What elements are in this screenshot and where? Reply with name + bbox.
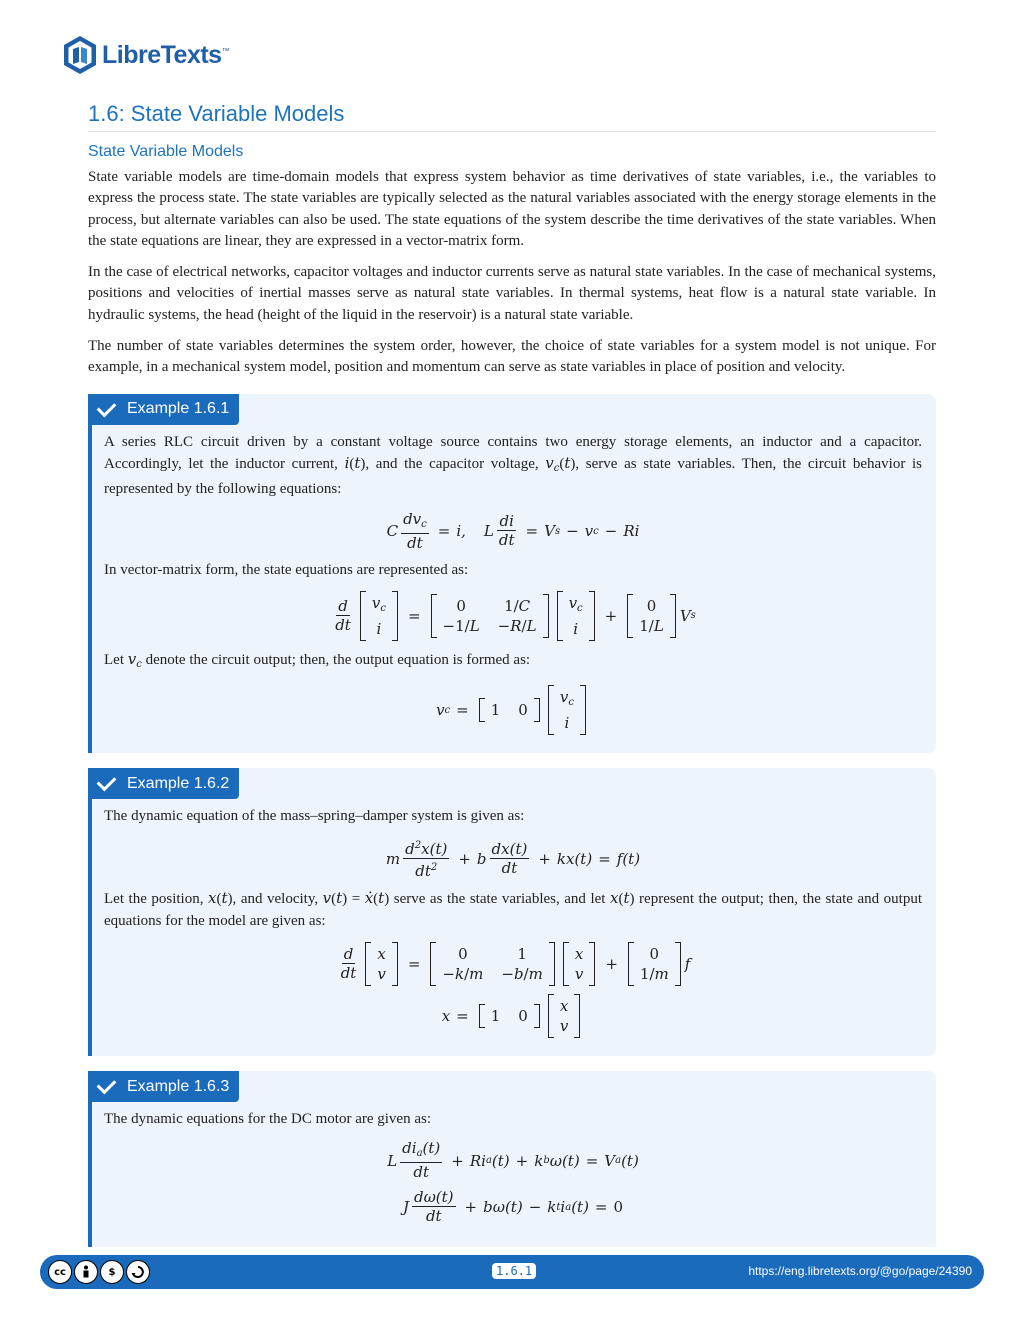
paragraph-3: The number of state variables determines the system order, however, the choice of state variables for a system model is not unique. For example, in a mechanical system model, position and momentum can serve as state variables in place of position and velocity. bbox=[88, 338, 936, 376]
equation-output-1: v c = 1 0 $v_c$ i bbox=[104, 685, 922, 735]
cc-icon: cc bbox=[48, 1260, 72, 1284]
logo-text: LibreTexts™ bbox=[102, 40, 230, 69]
example-2-intro: The dynamic equation of the mass–spring–damper system is given as: bbox=[104, 808, 525, 825]
by-icon bbox=[74, 1260, 98, 1284]
paragraph-1: State variable models are time-domain models that express system behavior as time derivatives of state variables, i.e., the variables to express the process state. The state variables are typically selected as the natural variables associated with the energy storage elements in the process, but alternate variables can also be used. The state equations of the system describe the time derivatives of the state variables. When the state equations are linear, they are expressed in a vector-matrix form. bbox=[88, 169, 936, 249]
nc-icon: $ bbox=[100, 1260, 124, 1284]
checkmark-icon bbox=[97, 772, 117, 792]
page-title: 1.6: State Variable Models bbox=[88, 101, 345, 126]
equation-state-matrix-1: $\frac{d}{dt}$ $v_c$ i = 0 1/C −1/L −R/L $v_c$ i + 0 1/L V s bbox=[104, 591, 922, 641]
page-content bbox=[88, 143, 936, 1247]
section-heading: State Variable Models bbox=[88, 143, 244, 160]
libretexts-logo[interactable] bbox=[62, 35, 229, 75]
example-1-text-3: Let $v_c$ denote the circuit output; then, the output equation is formed as: bbox=[104, 649, 531, 670]
cc-license-badge[interactable] bbox=[48, 1260, 150, 1284]
example-box-2 bbox=[88, 768, 936, 1056]
equation-mass-spring-damper: m $\frac{d^2x(t)}{dt^2}$ + b $\frac{dx(t)}{dt}$ + kx(t) = f(t) bbox=[104, 837, 922, 880]
example-1-text-2: In vector-matrix form, the state equations are represented as: bbox=[104, 561, 469, 578]
libretexts-logo-icon bbox=[62, 35, 98, 75]
equation-dc-motor-1: L $\frac{di_a(t)}{dt}$ + Ri a (t) + k b ω(t) = V a (t) bbox=[387, 1139, 639, 1182]
checkmark-icon bbox=[97, 397, 117, 417]
page-footer bbox=[40, 1255, 984, 1289]
example-box-1 bbox=[88, 394, 936, 753]
example-box-3 bbox=[88, 1071, 936, 1247]
example-label-1: Example 1.6.1 bbox=[88, 394, 239, 425]
sa-icon bbox=[126, 1260, 150, 1284]
example-2-text-2: Let the position, x(t), and velocity, v(t) = ẋ(t) serve as the state variables, and let x(t) represent the output; then, the state and output equations for the model are given as: bbox=[104, 889, 922, 929]
paragraph-2: In the case of electrical networks, capacitor voltages and inductor currents serve as natural state variables. In the case of mechanical systems, positions and velocities of inertial masses serve as natural state variables. In thermal systems, heat flow is a natural state variable. In hydraulic systems, the head (height of the liquid in the reservoir) is a natural state variable. bbox=[88, 264, 936, 323]
page-url-link[interactable]: https://eng.libretexts.org/@go/page/24390 bbox=[748, 1264, 972, 1278]
example-1-intro: A series RLC circuit driven by a constant voltage source contains two energy storage elements, an inductor and a capacitor. Accordingly, let the inductor current, i(t), and the capacitor voltage, $v_c(t)$, serve as state variables. Then, the circuit behavior is represented by the following equations: bbox=[104, 433, 922, 498]
example-label-2: Example 1.6.2 bbox=[88, 768, 239, 799]
equation-rlc: C $\frac{dv_c}{dt}$ = i, L $\frac{di}{dt}$ = V s − v c − Ri bbox=[386, 509, 640, 552]
title-divider bbox=[88, 131, 936, 132]
checkmark-icon bbox=[97, 1075, 117, 1095]
equation-state-matrix-2: $\frac{d}{dt}$ x v = 0 1 −k/m −b/m x v + 0 1/m f bbox=[104, 942, 922, 986]
page-number: 1.6.1 bbox=[492, 1263, 536, 1279]
equation-dc-motor-2: J $\frac{d\omega(t)}{dt}$ + bω(t) − k t i a (t) = 0 bbox=[402, 1188, 624, 1226]
equation-output-2: x = 1 0 x v bbox=[104, 994, 922, 1038]
example-label-3: Example 1.6.3 bbox=[88, 1071, 239, 1102]
example-3-intro: The dynamic equations for the DC motor are given as: bbox=[104, 1111, 431, 1128]
